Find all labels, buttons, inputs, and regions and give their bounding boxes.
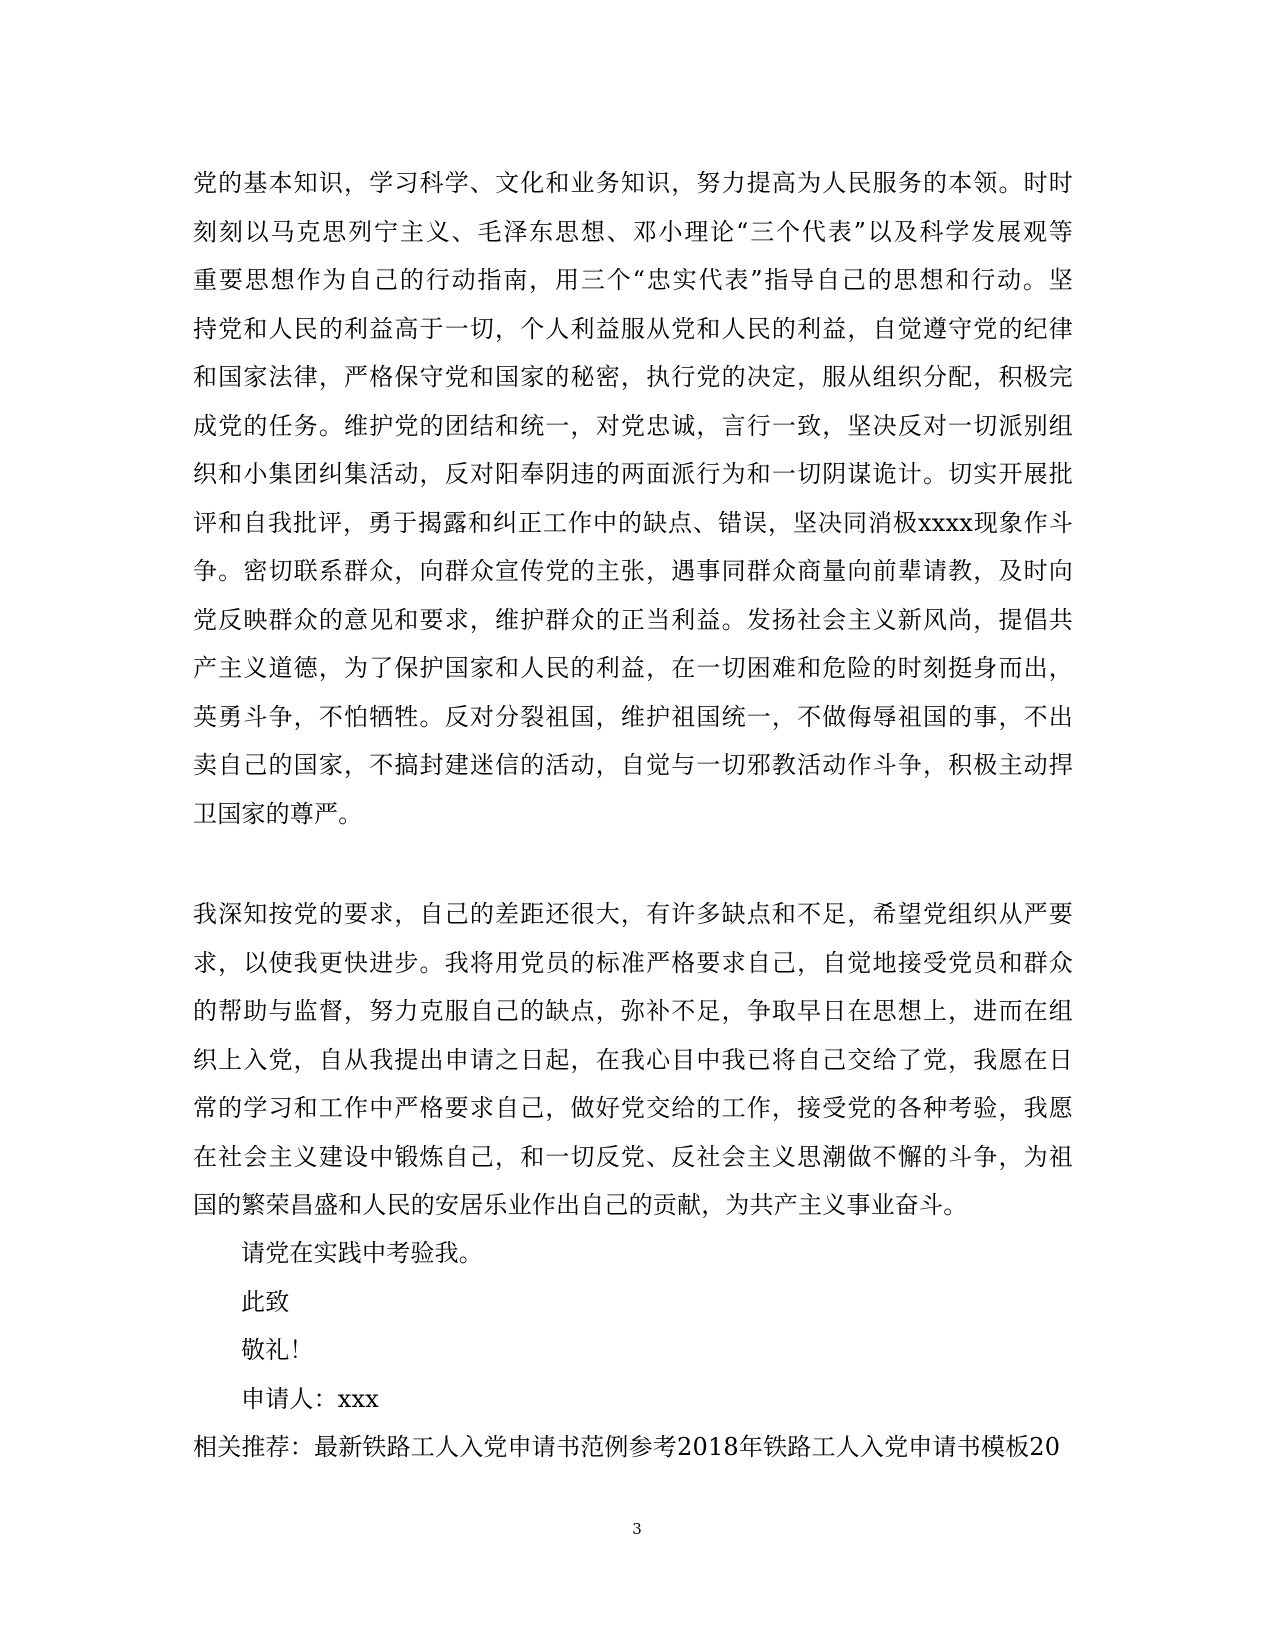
text-line: 和国家法律，严格保守党和国家的秘密，执行党的决定，服从组织分配，积极完 xyxy=(193,363,1073,391)
page-number: 3 xyxy=(632,1520,642,1538)
signature: 申请人：xxx xyxy=(241,1384,380,1413)
text-line: 产主义道德，为了保护国家和人民的利益，在一切困难和危险的时刻挺身而出， xyxy=(193,654,1073,682)
text-line: 争。密切联系群众，向群众宣传党的主张，遇事同群众商量向前辈请教，及时向 xyxy=(193,557,1073,585)
text-line: 织上入党，自从我提出申请之日起，在我心目中我已将自己交给了党，我愿在日 xyxy=(193,1045,1073,1074)
paragraph-1 xyxy=(193,159,1073,838)
text-line: 党的基本知识，学习科学、文化和业务知识，努力提高为人民服务的本领。时时 xyxy=(193,169,1073,197)
text-line: 在社会主义建设中锻炼自己，和一切反党、反社会主义思潮做不懈的斗争，为祖 xyxy=(193,1142,1073,1171)
text-line: 的帮助与监督，努力克服自己的缺点，弥补不足，争取早日在思想上，进而在组 xyxy=(193,997,1073,1025)
salutation: 此致 xyxy=(241,1287,290,1316)
text-line: 卖自己的国家，不搞封建迷信的活动，自觉与一切邪教活动作斗争，积极主动捍 xyxy=(193,751,1073,779)
text-line: 持党和人民的利益高于一切，个人利益服从党和人民的利益，自觉遵守党的纪律 xyxy=(193,314,1073,343)
closing-block xyxy=(193,1229,1073,1472)
text-line: 刻刻以马克思列宁主义、毛泽东思想、邓小理论“三个代表”以及科学发展观等 xyxy=(193,217,1073,246)
text-line: 求，以使我更快进步。我将用党员的标准严格要求自己，自觉地接受党员和群众 xyxy=(193,948,1073,977)
text-line: 重要思想作为自己的行动指南，用三个“忠实代表”指导自己的思想和行动。坚 xyxy=(193,266,1073,294)
regards: 敬礼！ xyxy=(241,1336,314,1364)
text-line: 我深知按党的要求，自己的差距还很大，有许多缺点和不足，希望党组织从严要 xyxy=(193,900,1073,928)
text-line: 成党的任务。维护党的团结和统一，对党忠诚，言行一致，坚决反对一切派别组 xyxy=(193,411,1073,440)
text-line: 常的学习和工作中严格要求自己，做好党交给的工作，接受党的各种考验，我愿 xyxy=(193,1094,1073,1122)
paragraph-2 xyxy=(193,890,1073,1230)
text-line: 评和自我批评，勇于揭露和纠正工作中的缺点、错误，坚决同消极xxxx现象作斗 xyxy=(193,508,1073,537)
text-line: 卫国家的尊严。 xyxy=(193,799,363,828)
related-recommendation: 相关推荐：最新铁路工人入党申请书范例参考2018年铁路工人入党申请书模板20 xyxy=(193,1433,1061,1461)
text-line: 织和小集团纠集活动，反对阳奉阴违的两面派行为和一切阴谋诡计。切实开展批 xyxy=(193,460,1073,488)
closing-request: 请党在实践中考验我。 xyxy=(241,1239,483,1267)
text-line: 党反映群众的意见和要求，维护群众的正当利益。发扬社会主义新风尚，提倡共 xyxy=(193,605,1073,634)
text-line: 国的繁荣昌盛和人民的安居乐业作出自己的贡献，为共产主义事业奋斗。 xyxy=(193,1191,968,1219)
text-line: 英勇斗争，不怕牺牲。反对分裂祖国，维护祖国统一，不做侮辱祖国的事，不出 xyxy=(193,702,1073,731)
